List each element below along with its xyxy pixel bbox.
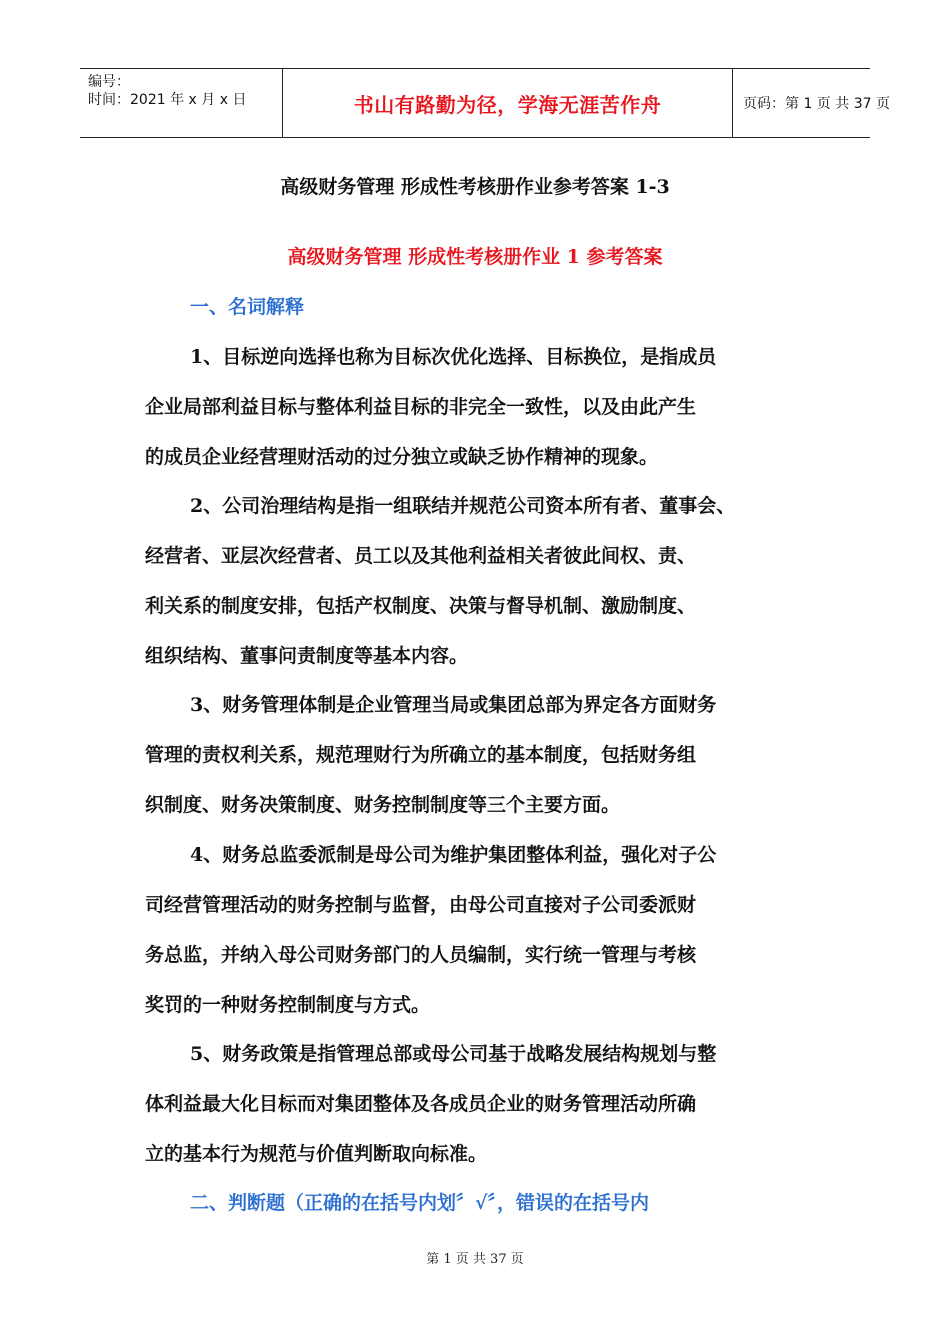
paragraph-term-3	[145, 680, 815, 830]
page-footer: 第 1 页 共 37 页	[426, 1252, 524, 1267]
header-meta-cell	[80, 69, 282, 137]
paragraph-line: 管理的责权利关系，规范理财行为所确立的基本制度，包括财务组	[145, 744, 697, 766]
paragraph-term-1	[145, 332, 815, 482]
paragraph-line: 4、财务总监委派制是母公司为维护集团整体利益，强化对子公	[190, 844, 717, 866]
doc-time-label: 时间：2021 年 x 月 x 日	[88, 92, 247, 108]
paragraph-line: 奖罚的一种财务控制制度与方式。	[145, 994, 431, 1016]
header-motto: 书山有路勤为径，学海无涯苦作舟	[282, 69, 733, 137]
paragraph-line: 企业局部利益目标与整体利益目标的非完全一致性，以及由此产生	[145, 396, 697, 418]
paragraph-line: 体利益最大化目标而对集团整体及各成员企业的财务管理活动所确	[145, 1093, 697, 1115]
document-subtitle: 高级财务管理 形成性考核册作业 1 参考答案	[287, 246, 663, 268]
paragraph-line: 1、目标逆向选择也称为目标次优化选择、目标换位，是指成员	[190, 346, 717, 368]
paragraph-line: 2、公司治理结构是指一组联结并规范公司资本所有者、董事会、	[190, 495, 736, 517]
page-header-table	[80, 68, 890, 138]
paragraph-line: 司经营管理活动的财务控制与监督，由母公司直接对子公司委派财	[145, 894, 697, 916]
paragraph-line: 的成员企业经营理财活动的过分独立或缺乏协作精神的现象。	[145, 446, 659, 468]
paragraph-term-5	[145, 1029, 815, 1179]
paragraph-line: 5、财务政策是指管理总部或母公司基于战略发展结构规划与整	[190, 1043, 717, 1065]
paragraph-line: 经营者、亚层次经营者、员工以及其他利益相关者彼此间权、责、	[145, 545, 697, 567]
section-heading-judgement: 二、判断题（正确的在括号内划〞√〞，错误的在括号内	[190, 1192, 649, 1214]
paragraph-line: 务总监，并纳入母公司财务部门的人员编制，实行统一管理与考核	[145, 944, 697, 966]
paragraph-line: 织制度、财务决策制度、财务控制制度等三个主要方面。	[145, 794, 621, 816]
doc-number-label: 编号：	[88, 74, 130, 90]
paragraph-line: 立的基本行为规范与价值判断取向标准。	[145, 1143, 488, 1165]
paragraph-term-4	[145, 830, 815, 1030]
paragraph-term-2	[145, 481, 815, 681]
paragraph-line: 利关系的制度安排，包括产权制度、决策与督导机制、激励制度、	[145, 595, 697, 617]
section-heading-terms: 一、名词解释	[190, 296, 305, 318]
header-page-info: 页码：第 1 页 共 37 页	[743, 96, 890, 112]
document-title: 高级财务管理 形成性考核册作业参考答案 1-3	[280, 176, 670, 198]
paragraph-line: 组织结构、董事问责制度等基本内容。	[145, 645, 469, 667]
paragraph-line: 3、财务管理体制是企业管理当局或集团总部为界定各方面财务	[190, 694, 717, 716]
